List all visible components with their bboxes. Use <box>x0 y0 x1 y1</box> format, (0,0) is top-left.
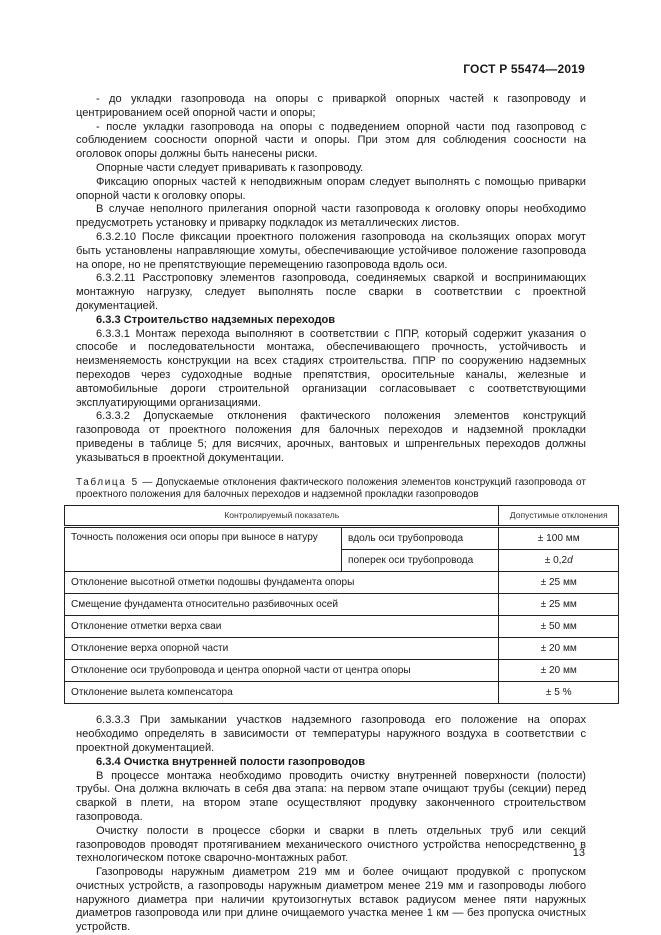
header-indicator: Контролируемый показатель <box>65 506 499 527</box>
paragraph: Газопроводы наружным диаметром 219 мм и более очищают продувкой с пропуском очистных устройств, а газопроводы наружным диаметром менее 219 мм и газопроводы любого наружного диаметра при наличии крутоизогнутых вставок радиусом менее пяти наружных диаметров газопровода или при длине очищаемого участка менее 1 км — без пропуска очистных устройств. <box>76 866 586 934</box>
sub2-value-prefix: ± 0,2 <box>544 554 568 566</box>
row-label: Отклонение вылета компенсатора <box>65 682 499 704</box>
table-row <box>65 638 619 660</box>
table-row <box>65 682 619 704</box>
row-value: ± 20 мм <box>499 638 619 660</box>
table-row <box>65 660 619 682</box>
paragraph: 6.3.3.2 Допускаемые отклонения фактического положения элементов конструкций газопровода от проектного положения для балочных переходов и надземной прокладки приведены в таблице 5; для висячих, арочных, вантовых и шпренгельных переходов должны указываться в проектной документации. <box>76 410 586 464</box>
section-heading: 6.3.4 Очистка внутренней полости газопроводов <box>96 755 366 768</box>
table-caption <box>76 477 586 502</box>
table-caption-text: — Допускаемые отклонения фактического положения элементов конструкций газопровода от проектного положения для балочных переходов и надземной прокладки газопроводов <box>76 476 586 500</box>
body-text <box>71 93 608 935</box>
paragraph: - до укладки газопровода на опоры с приваркой опорных частей к газопроводу и центрированием осей опорной части и опоры; <box>76 93 586 119</box>
row-value: ± 25 мм <box>499 594 619 616</box>
row-axis-sub1-value: ± 100 мм <box>499 527 619 550</box>
table-header-row <box>65 506 619 527</box>
paragraph: Очистку полости в процессе сборки и сварки в плеть отдельных труб или секций газопроводов проводят протягиванием механического очистного устройства непосредственно в технологическом потоке сварочно-монтажных работ. <box>76 824 586 865</box>
row-label: Смещение фундамента относительно разбивочных осей <box>65 594 499 616</box>
row-value: ± 5 % <box>499 682 619 704</box>
section-heading: 6.3.3 Строительство надземных переходов <box>96 313 336 326</box>
paragraph: 6.3.3.1 Монтаж перехода выполняют в соответствии с ППР, который содержит указания о способе и последовательности монтажа, обеспечивающего прочность, устойчивость и неизменяемость конструкции на всех стадиях строительства. ППР по сооружению надземных переходов через судоходные водные препятствия, оросительные каналы, железные и автомобильные дороги строительной организации согласовывает с соответствующими эксплуатирующими организациями. <box>76 327 586 409</box>
row-label: Отклонение верха опорной части <box>65 638 499 660</box>
standard-header: ГОСТ Р 55474—2019 <box>463 62 585 76</box>
row-label: Отклонение отметки верха сваи <box>65 616 499 638</box>
table-row <box>65 616 619 638</box>
row-axis-sub2-label: поперек оси трубопровода <box>342 550 499 572</box>
paragraph: 6.3.2.10 После фиксации проектного положения газопровода на скользящих опорах могут быть установлены направляющие хомуты, обеспечивающие устойчивое положение газопровода на опоре, но не препятствующие перемещению газопровода вдоль оси. <box>76 230 586 271</box>
paragraph: В процессе монтажа необходимо проводить очистку внутренней поверхности (полости) трубы. Она должна включать в себя два этапа: на первом этапе очищают трубы (секции) перед сваркой в плети, на втором этапе осуществляют продувку законченного строительством газопровода. <box>76 769 586 823</box>
paragraph: - после укладки газопровода на опоры с подведением опорной части под газопровод с соблюдением соосности опорной части и опоры. При этом для соблюдения соосности на оголовок опоры должны быть нанесены риски. <box>76 120 586 161</box>
row-axis-sub2-value <box>499 550 619 572</box>
sub2-value-var: d <box>567 554 573 566</box>
table-row <box>65 527 619 550</box>
table-row <box>65 594 619 616</box>
page-number: 13 <box>572 847 585 859</box>
header-tolerance: Допустимые отклонения <box>499 506 619 527</box>
tolerance-table <box>64 505 619 704</box>
row-value: ± 20 мм <box>499 660 619 682</box>
paragraph: Фиксацию опорных частей к неподвижным опорам следует выполнять с помощью приварки опорной части к оголовку опоры. <box>76 175 586 202</box>
row-label: Отклонение оси трубопровода и центра опорной части от центра опоры <box>65 660 499 682</box>
paragraph: Опорные части следует приваривать к газопроводу. <box>96 161 364 174</box>
paragraph: 6.3.3.3 При замыкании участков надземного газопровода его положение на опорах необходимо определять в зависимости от температуры наружного воздуха в соответствии с проектной документацией. <box>76 714 586 754</box>
row-axis-sub1-label: вдоль оси трубопровода <box>342 527 499 550</box>
paragraph: 6.3.2.11 Расстроповку элементов газопровода, соединяемых сваркой и воспринимающих монтажную нагрузку, следует выполнять после сварки в соответствии с проектной документацией. <box>76 272 586 312</box>
row-value: ± 25 мм <box>499 572 619 594</box>
paragraph: В случае неполного прилегания опорной части газопровода к оголовку опоры необходимо предусмотреть установку и приварку подкладок из металлических листов. <box>76 203 586 230</box>
table-row <box>65 572 619 594</box>
table-caption-label: Таблица 5 <box>76 476 139 488</box>
row-axis-label: Точность положения оси опоры при выносе в натуру <box>65 527 342 572</box>
row-label: Отклонение высотной отметки подошвы фундамента опоры <box>65 572 499 594</box>
row-value: ± 50 мм <box>499 616 619 638</box>
